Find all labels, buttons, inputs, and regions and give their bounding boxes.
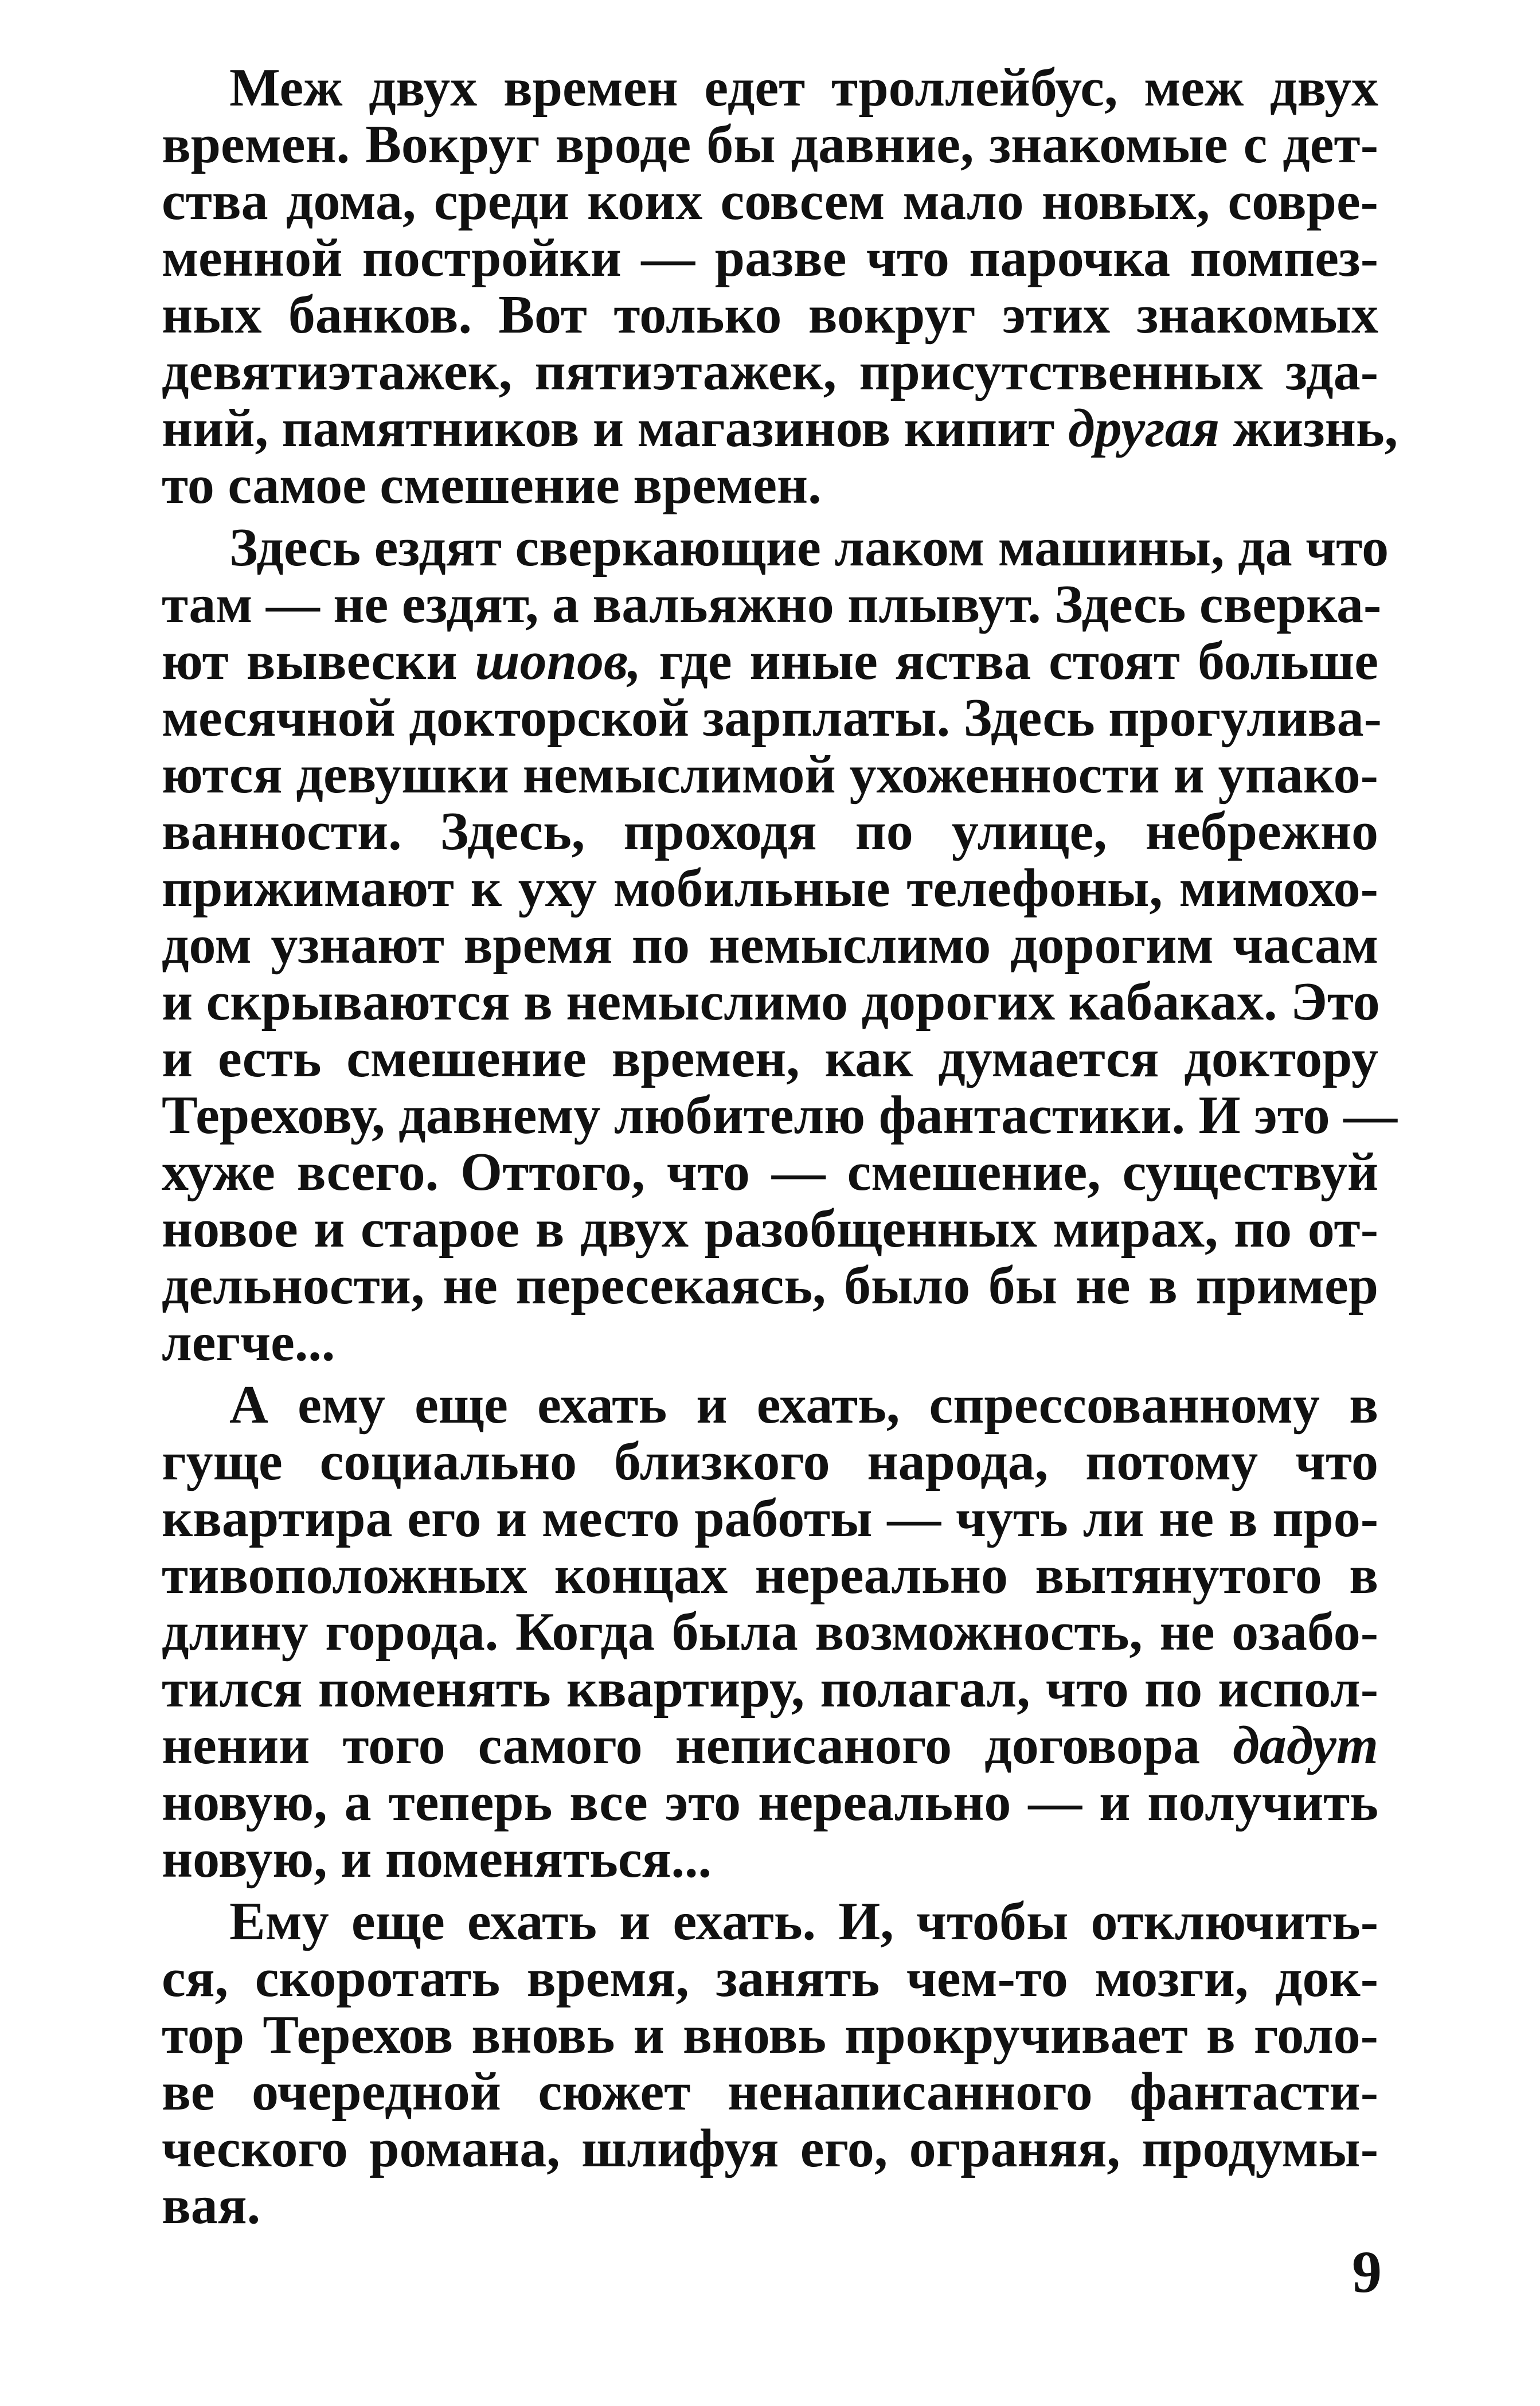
text-line [162, 2007, 1378, 2064]
text-line [162, 1604, 1378, 1661]
text-line [162, 230, 1378, 287]
line-text: ванности. Здесь, проходя по улице, небрежно [162, 802, 1378, 861]
text-line [162, 688, 1382, 748]
text-line [162, 343, 1378, 400]
text-line [162, 457, 1378, 514]
text-line [162, 116, 1378, 173]
text-line [162, 1434, 1378, 1490]
line-text: квартира его и место работы — чуть ли не в про- [162, 1489, 1378, 1548]
line-text: новую, и поменяться... [162, 1829, 712, 1889]
line-text: Ему еще ехать и ехать. И, чтобы отключить- [229, 1892, 1378, 1951]
text-line [162, 1950, 1378, 2007]
line-text: тор Терехов вновь и вновь прокручивает в голо- [162, 2005, 1378, 2065]
line-text: и есть смешение времен, как думается доктору [162, 1029, 1378, 1088]
line-text: месячной докторской зарплаты. Здесь прогулива- [162, 688, 1382, 748]
text-line [162, 1774, 1378, 1831]
italic-text: дадут [1233, 1716, 1378, 1775]
line-text: гуще социально близкого народа, потому что [162, 1432, 1378, 1491]
paragraph [162, 518, 1398, 1372]
line-text: тивоположных концах нереально вытянутого в [162, 1545, 1378, 1605]
text-line [162, 1661, 1378, 1717]
text-line [162, 1314, 1378, 1371]
line-text: ний, памятников и магазинов кипит [162, 399, 1068, 458]
text-line [162, 860, 1378, 917]
line-text: легче... [162, 1313, 335, 1372]
text-line [162, 974, 1378, 1030]
body-text [162, 58, 1398, 2235]
text-line [162, 518, 1389, 577]
line-text: Здесь ездят сверкающие лаком машины, да что [229, 518, 1389, 577]
line-text: жизнь, [1220, 399, 1398, 458]
paragraph [162, 1893, 1378, 2234]
line-text: то самое смешение времен. [162, 455, 822, 515]
text-line [162, 1085, 1398, 1145]
text-line [162, 287, 1378, 343]
line-text: тился поменять квартиру, полагал, что по испол- [162, 1659, 1378, 1718]
paragraph [162, 1377, 1378, 1888]
text-line [162, 173, 1378, 230]
line-text: ве очередной сюжет ненаписанного фантасти- [162, 2062, 1378, 2122]
line-text: девятиэтажек, пятиэтажек, присутственных зда- [162, 342, 1378, 401]
paragraph [162, 58, 1398, 515]
text-line [162, 1717, 1378, 1774]
text-line [162, 2064, 1378, 2120]
line-text: прижимают к уху мобильные телефоны, мимохо- [162, 858, 1378, 918]
line-text: нении того самого неписаного договора [162, 1716, 1233, 1775]
italic-text: другая [1068, 399, 1220, 458]
line-text: и скрываются в немыслимо дорогих кабаках. Это [162, 972, 1380, 1032]
text-line [162, 747, 1378, 803]
line-text: хуже всего. Оттого, что — смешение, существуй [162, 1142, 1378, 1202]
italic-text: шопов, [475, 631, 642, 691]
text-line [162, 60, 1378, 116]
line-text: где иные яства стоят больше [641, 631, 1378, 691]
text-line [162, 1893, 1378, 1950]
text-line [162, 1547, 1378, 1604]
line-text: длину города. Когда была возможность, не озабо- [162, 1602, 1378, 1662]
text-line [162, 1490, 1378, 1547]
line-text: ства дома, среди коих совсем мало новых, совре- [162, 171, 1378, 231]
text-line [162, 1377, 1378, 1434]
line-text: менной постройки — разве что парочка помпез- [162, 228, 1378, 288]
line-text: ют вывески [162, 631, 475, 691]
text-line [162, 575, 1382, 634]
line-text: А ему еще ехать и ехать, спрессованному в [229, 1375, 1378, 1435]
text-line [162, 1030, 1378, 1087]
line-text: вая. [162, 2175, 261, 2235]
line-text: времен. Вокруг вроде бы давние, знакомые с дет- [162, 115, 1378, 174]
line-text: ся, скоротать время, занять чем-то мозги, док- [162, 1948, 1378, 2008]
text-line [162, 633, 1378, 690]
line-text: ются девушки немыслимой ухоженности и упако- [162, 745, 1378, 804]
line-text: новую, а теперь все это нереально — и получить [162, 1772, 1378, 1832]
line-text: Меж двух времен едет троллейбус, меж двух [229, 58, 1378, 118]
line-text: Терехову, давнему любителю фантастики. И это — [162, 1085, 1398, 1145]
text-line [162, 917, 1378, 974]
text-line [162, 1201, 1378, 1257]
line-text: там — не ездят, а вальяжно плывут. Здесь сверка- [162, 575, 1382, 634]
line-text: новое и старое в двух разобщенных мирах, по от- [162, 1199, 1378, 1259]
line-text: дельности, не пересекаясь, было бы не в пример [162, 1256, 1378, 1315]
text-line [162, 2120, 1378, 2177]
text-line [162, 2177, 1378, 2234]
text-line [162, 399, 1398, 458]
line-text: дом узнают время по немыслимо дорогим часам [162, 915, 1378, 975]
page-number: 9 [1352, 2239, 1382, 2305]
line-text: ных банков. Вот только вокруг этих знакомых [162, 285, 1378, 345]
text-line [162, 803, 1378, 860]
line-text: ческого романа, шлифуя его, ограняя, продумы- [162, 2119, 1378, 2178]
text-line [162, 1144, 1378, 1201]
text-line [162, 1257, 1378, 1314]
text-line [162, 1831, 1378, 1888]
